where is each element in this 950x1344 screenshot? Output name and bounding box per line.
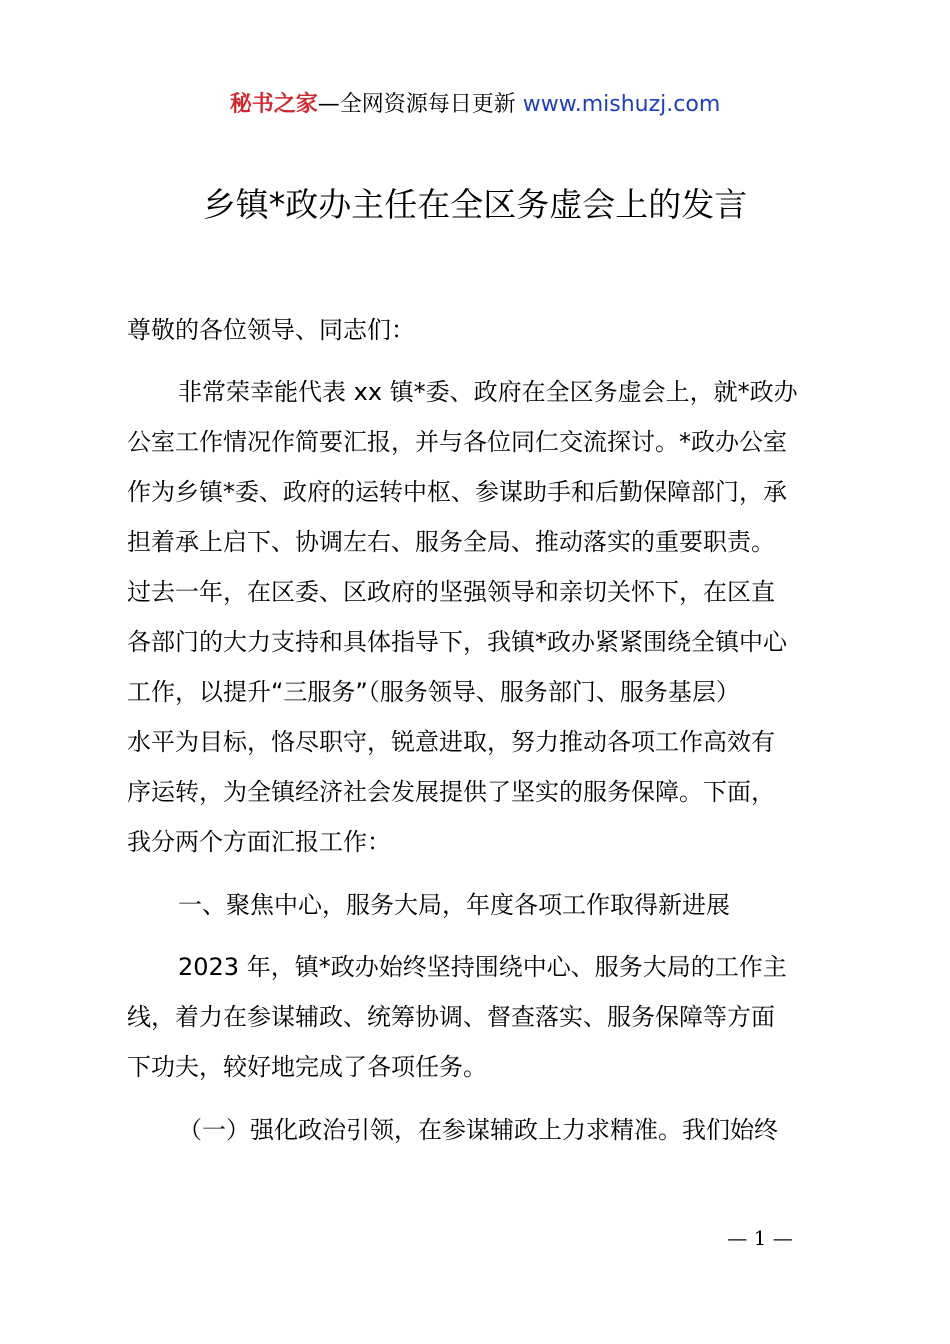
body-line: 非常荣幸能代表 xx 镇*委、政府在全区务虚会上，就*政办 bbox=[178, 378, 798, 406]
salutation: 尊敬的各位领导、同志们： bbox=[127, 316, 415, 344]
body-line: 公室工作情况作简要汇报，并与各位同仁交流探讨。*政办公室 bbox=[127, 428, 787, 456]
body-line: 序运转，为全镇经济社会发展提供了坚实的服务保障。下面， bbox=[127, 778, 775, 806]
body-line: 工作，以提升“三服务”（服务领导、服务部门、服务基层） bbox=[127, 678, 740, 706]
page-number: — 1 — bbox=[727, 1226, 793, 1250]
document-title: 乡镇*政办主任在全区务虚会上的发言 bbox=[202, 185, 748, 224]
site-brand: 秘书之家 bbox=[229, 92, 318, 117]
subsection-line: （一）强化政治引领，在参谋辅政上力求精准。我们始终 bbox=[178, 1116, 778, 1144]
body-line: 下功夫，较好地完成了各项任务。 bbox=[127, 1053, 487, 1081]
body-line: 各部门的大力支持和具体指导下，我镇*政办紧紧围绕全镇中心 bbox=[127, 628, 787, 656]
body-line: 线，着力在参谋辅政、统筹协调、督查落实、服务保障等方面 bbox=[127, 1003, 775, 1031]
body-line: 水平为目标，恪尽职守，锐意进取，努力推动各项工作高效有 bbox=[127, 728, 775, 756]
body-line: 我分两个方面汇报工作： bbox=[127, 828, 391, 856]
body-line: 2023 年，镇*政办始终坚持围绕中心、服务大局的工作主 bbox=[178, 953, 787, 981]
body-line: 担着承上启下、协调左右、服务全局、推动落实的重要职责。 bbox=[127, 528, 775, 556]
section-heading: 一、聚焦中心，服务大局，年度各项工作取得新进展 bbox=[178, 891, 730, 919]
site-url-link[interactable]: www.mishuzj.com bbox=[522, 92, 721, 117]
body-line: 过去一年，在区委、区政府的坚强领导和亲切关怀下，在区直 bbox=[127, 578, 775, 606]
body-line: 作为乡镇*委、政府的运转中枢、参谋助手和后勤保障部门，承 bbox=[127, 478, 787, 506]
site-header bbox=[0, 88, 950, 122]
site-tagline: —全网资源每日更新 bbox=[317, 92, 523, 117]
